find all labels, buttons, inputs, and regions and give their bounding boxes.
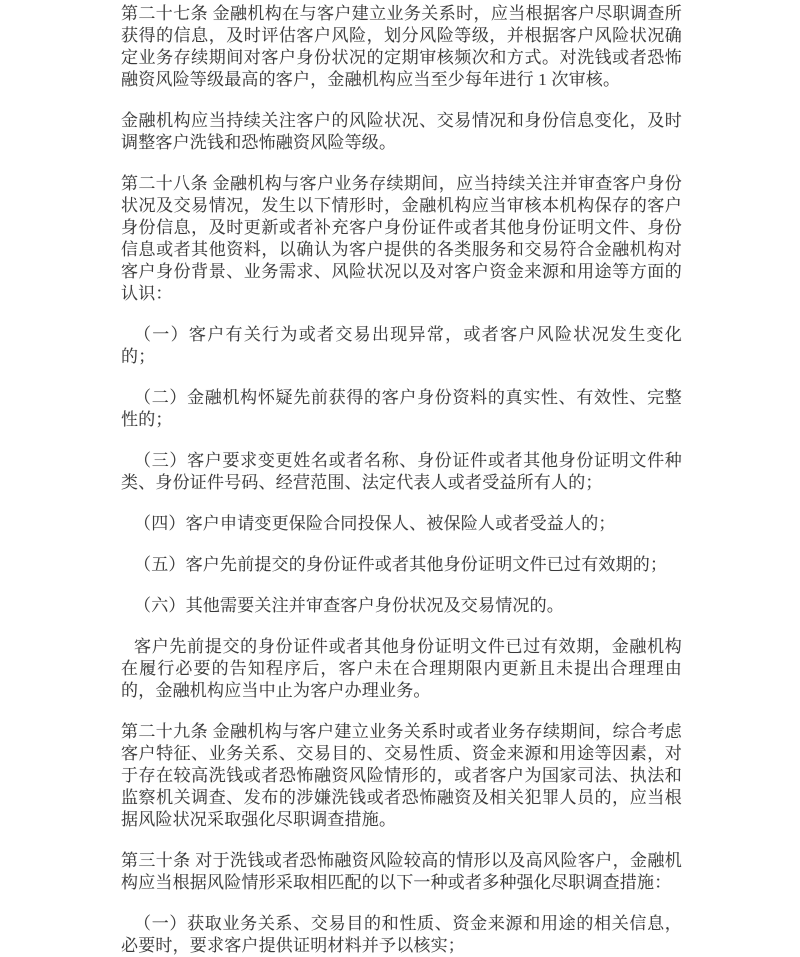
- article-27-paragraph: 第二十七条 金融机构在与客户建立业务关系时，应当根据客户尽职调查所获得的信息，及时评估客户风险，划分风险等级，并根据客户风险状况确定业务存续期间对客户身份状况的定期审核频次和方式。对洗钱或者恐怖融资风险等级最高的客户，金融机构应当至少每年进行 1 次审核。: [121, 4, 682, 89]
- article-28-item-2: （二）金融机构怀疑先前获得的客户身份资料的真实性、有效性、完整性的；: [121, 388, 682, 429]
- article-28-item-5: （五）客户先前提交的身份证件或者其他身份证明文件已过有效期的；: [134, 555, 668, 574]
- article-28-item-3: （三）客户要求变更姓名或者名称、身份证件或者其他身份证明文件种类、身份证件号码、经营范围、法定代表人或者受益所有人的；: [121, 451, 682, 492]
- article-30-paragraph: 第三十条 对于洗钱或者恐怖融资风险较高的情形以及高风险客户，金融机构应当根据风险情形采取相匹配的以下一种或者多种强化尽职调查措施：: [121, 851, 682, 892]
- article-28-item-6: （六）其他需要关注并审查客户身份状况及交易情况的。: [134, 596, 564, 615]
- article-28-paragraph: 第二十八条 金融机构与客户业务存续期间，应当持续关注并审查客户身份状况及交易情况，发生以下情形时，金融机构应当审核本机构保存的客户身份信息，及时更新或者补充客户身份证件或者其他身份证明文件、身份信息或者其他资料，以确认为客户提供的各类服务和交易符合金融机构对客户身份背景、业务需求、风险状况以及对客户资金来源和用途等方面的认识：: [121, 174, 682, 303]
- article-29-paragraph: 第二十九条 金融机构与客户建立业务关系时或者业务存续期间，综合考虑客户特征、业务关系、交易目的、交易性质、资金来源和用途等因素，对于存在较高洗钱或者恐怖融资风险情形的，或者客户为国家司法、执法和监察机关调查、发布的涉嫌洗钱或者恐怖融资及相关犯罪人员的，应当根据风险状况采取强化尽职调查措施。: [121, 722, 682, 829]
- article-28-item-4: （四）客户申请变更保险合同投保人、被保险人或者受益人的；: [134, 514, 616, 533]
- article-28-item-1: （一）客户有关行为或者交易出现异常，或者客户风险状况发生变化的；: [121, 325, 682, 366]
- article-30-item-1: （一）获取业务关系、交易目的和性质、资金来源和用途的相关信息，必要时，要求客户提供证明材料并予以核实；: [121, 914, 682, 955]
- continuous-monitoring-paragraph: 金融机构应当持续关注客户的风险状况、交易情况和身份信息变化，及时调整客户洗钱和恐怖融资风险等级。: [121, 111, 682, 152]
- expired-id-suspension-paragraph: 客户先前提交的身份证件或者其他身份证明文件已过有效期，金融机构在履行必要的告知程序后，客户未在合理期限内更新且未提出合理理由的，金融机构应当中止为客户办理业务。: [121, 637, 682, 700]
